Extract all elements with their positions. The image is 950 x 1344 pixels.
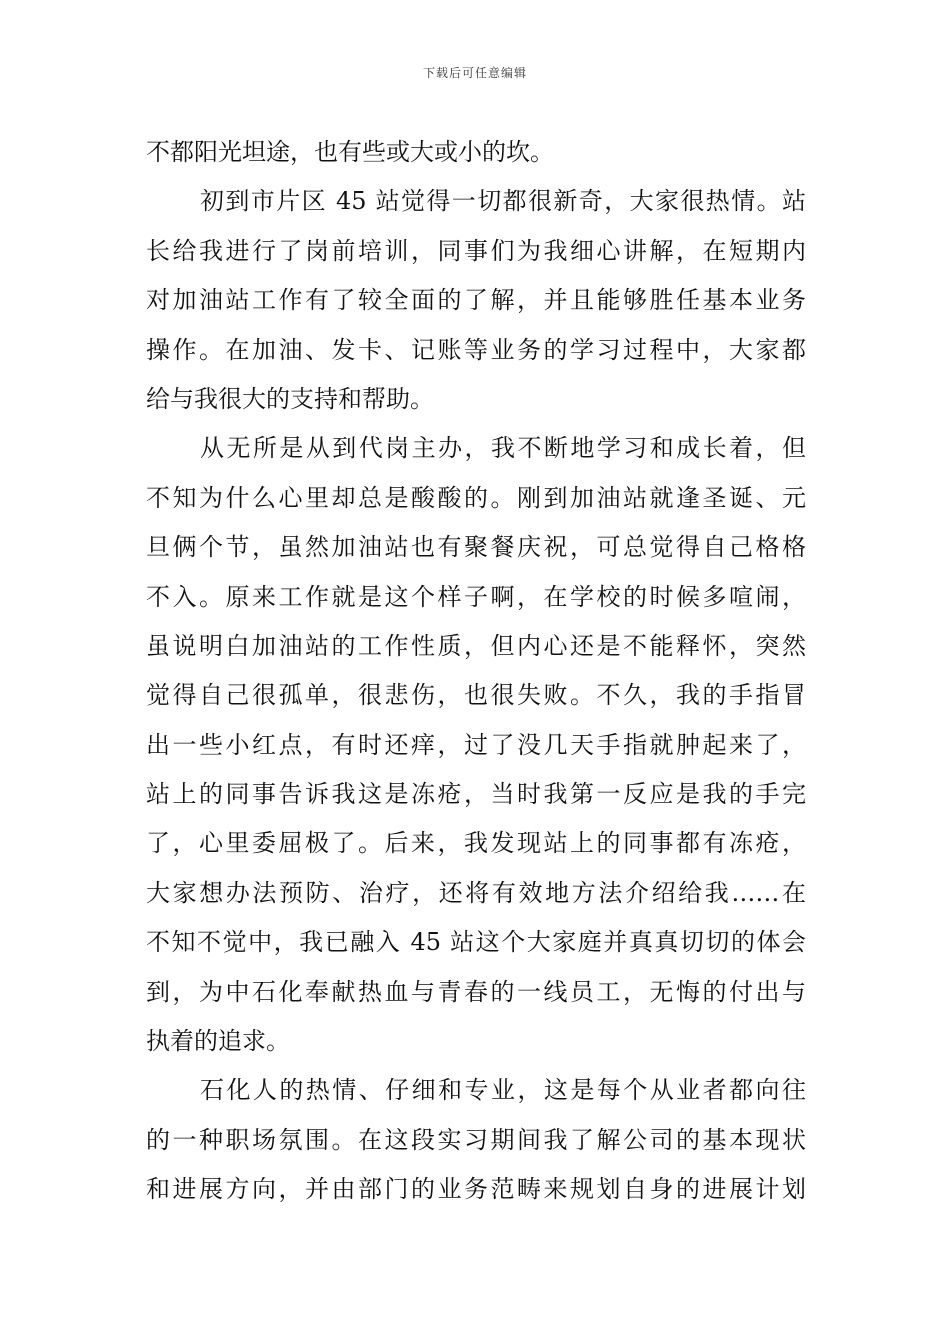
text-line: 觉得自己很孤单，很悲伤，也很失败。不久，我的手指冒 bbox=[146, 681, 806, 710]
text-line: 不入。原来工作就是这个样子啊，在学校的时候多喧闹， bbox=[146, 582, 806, 611]
page-header: 下载后可任意编辑 bbox=[422, 66, 527, 80]
text-line: 不都阳光坦途，也有些或大或小的坎。 bbox=[146, 138, 554, 166]
text-line: 石化人的热情、仔细和专业，这是每个从业者都向往 bbox=[200, 1076, 806, 1105]
text-line: 操作。在加油、发卡、记账等业务的学习过程中，大家都 bbox=[146, 335, 806, 364]
text-line: 长给我进行了岗前培训，同事们为我细心讲解，在短期内 bbox=[146, 236, 806, 265]
document-body bbox=[146, 128, 806, 1215]
text-line: 虽说明白加油站的工作性质，但内心还是不能释怀，突然 bbox=[146, 631, 806, 660]
text-line: 初到市片区 45 站觉得一切都很新奇，大家很热情。站 bbox=[200, 187, 806, 216]
text-line: 的一种职场氛围。在这段实习期间我了解公司的基本现状 bbox=[146, 1125, 806, 1154]
text-line: 不知为什么心里却总是酸酸的。刚到加油站就逢圣诞、元 bbox=[146, 483, 806, 512]
text-line: 了，心里委屈极了。后来，我发现站上的同事都有冻疮， bbox=[146, 829, 806, 858]
text-line: 对加油站工作有了较全面的了解，并且能够胜任基本业务 bbox=[146, 286, 806, 315]
text-line: 大家想办法预防、治疗，还将有效地方法介绍给我……在 bbox=[146, 878, 806, 907]
text-line: 旦俩个节，虽然加油站也有聚餐庆祝，可总觉得自己格格 bbox=[146, 533, 806, 562]
text-line: 站上的同事告诉我这是冻疮，当时我第一反应是我的手完 bbox=[146, 780, 806, 809]
text-line: 出一些小红点，有时还痒，过了没几天手指就肿起来了， bbox=[146, 730, 806, 759]
text-line: 和进展方向，并由部门的业务范畴来规划自身的进展计划 bbox=[146, 1175, 806, 1204]
text-line: 不知不觉中，我已融入 45 站这个大家庭并真真切切的体会 bbox=[146, 928, 806, 957]
text-line: 给与我很大的支持和帮助。 bbox=[146, 384, 434, 413]
text-line: 执着的追求。 bbox=[146, 1027, 290, 1056]
text-line: 从无所是从到代岗主办，我不断地学习和成长着，但 bbox=[200, 434, 806, 463]
text-line: 到，为中石化奉献热血与青春的一线员工，无悔的付出与 bbox=[146, 977, 806, 1006]
